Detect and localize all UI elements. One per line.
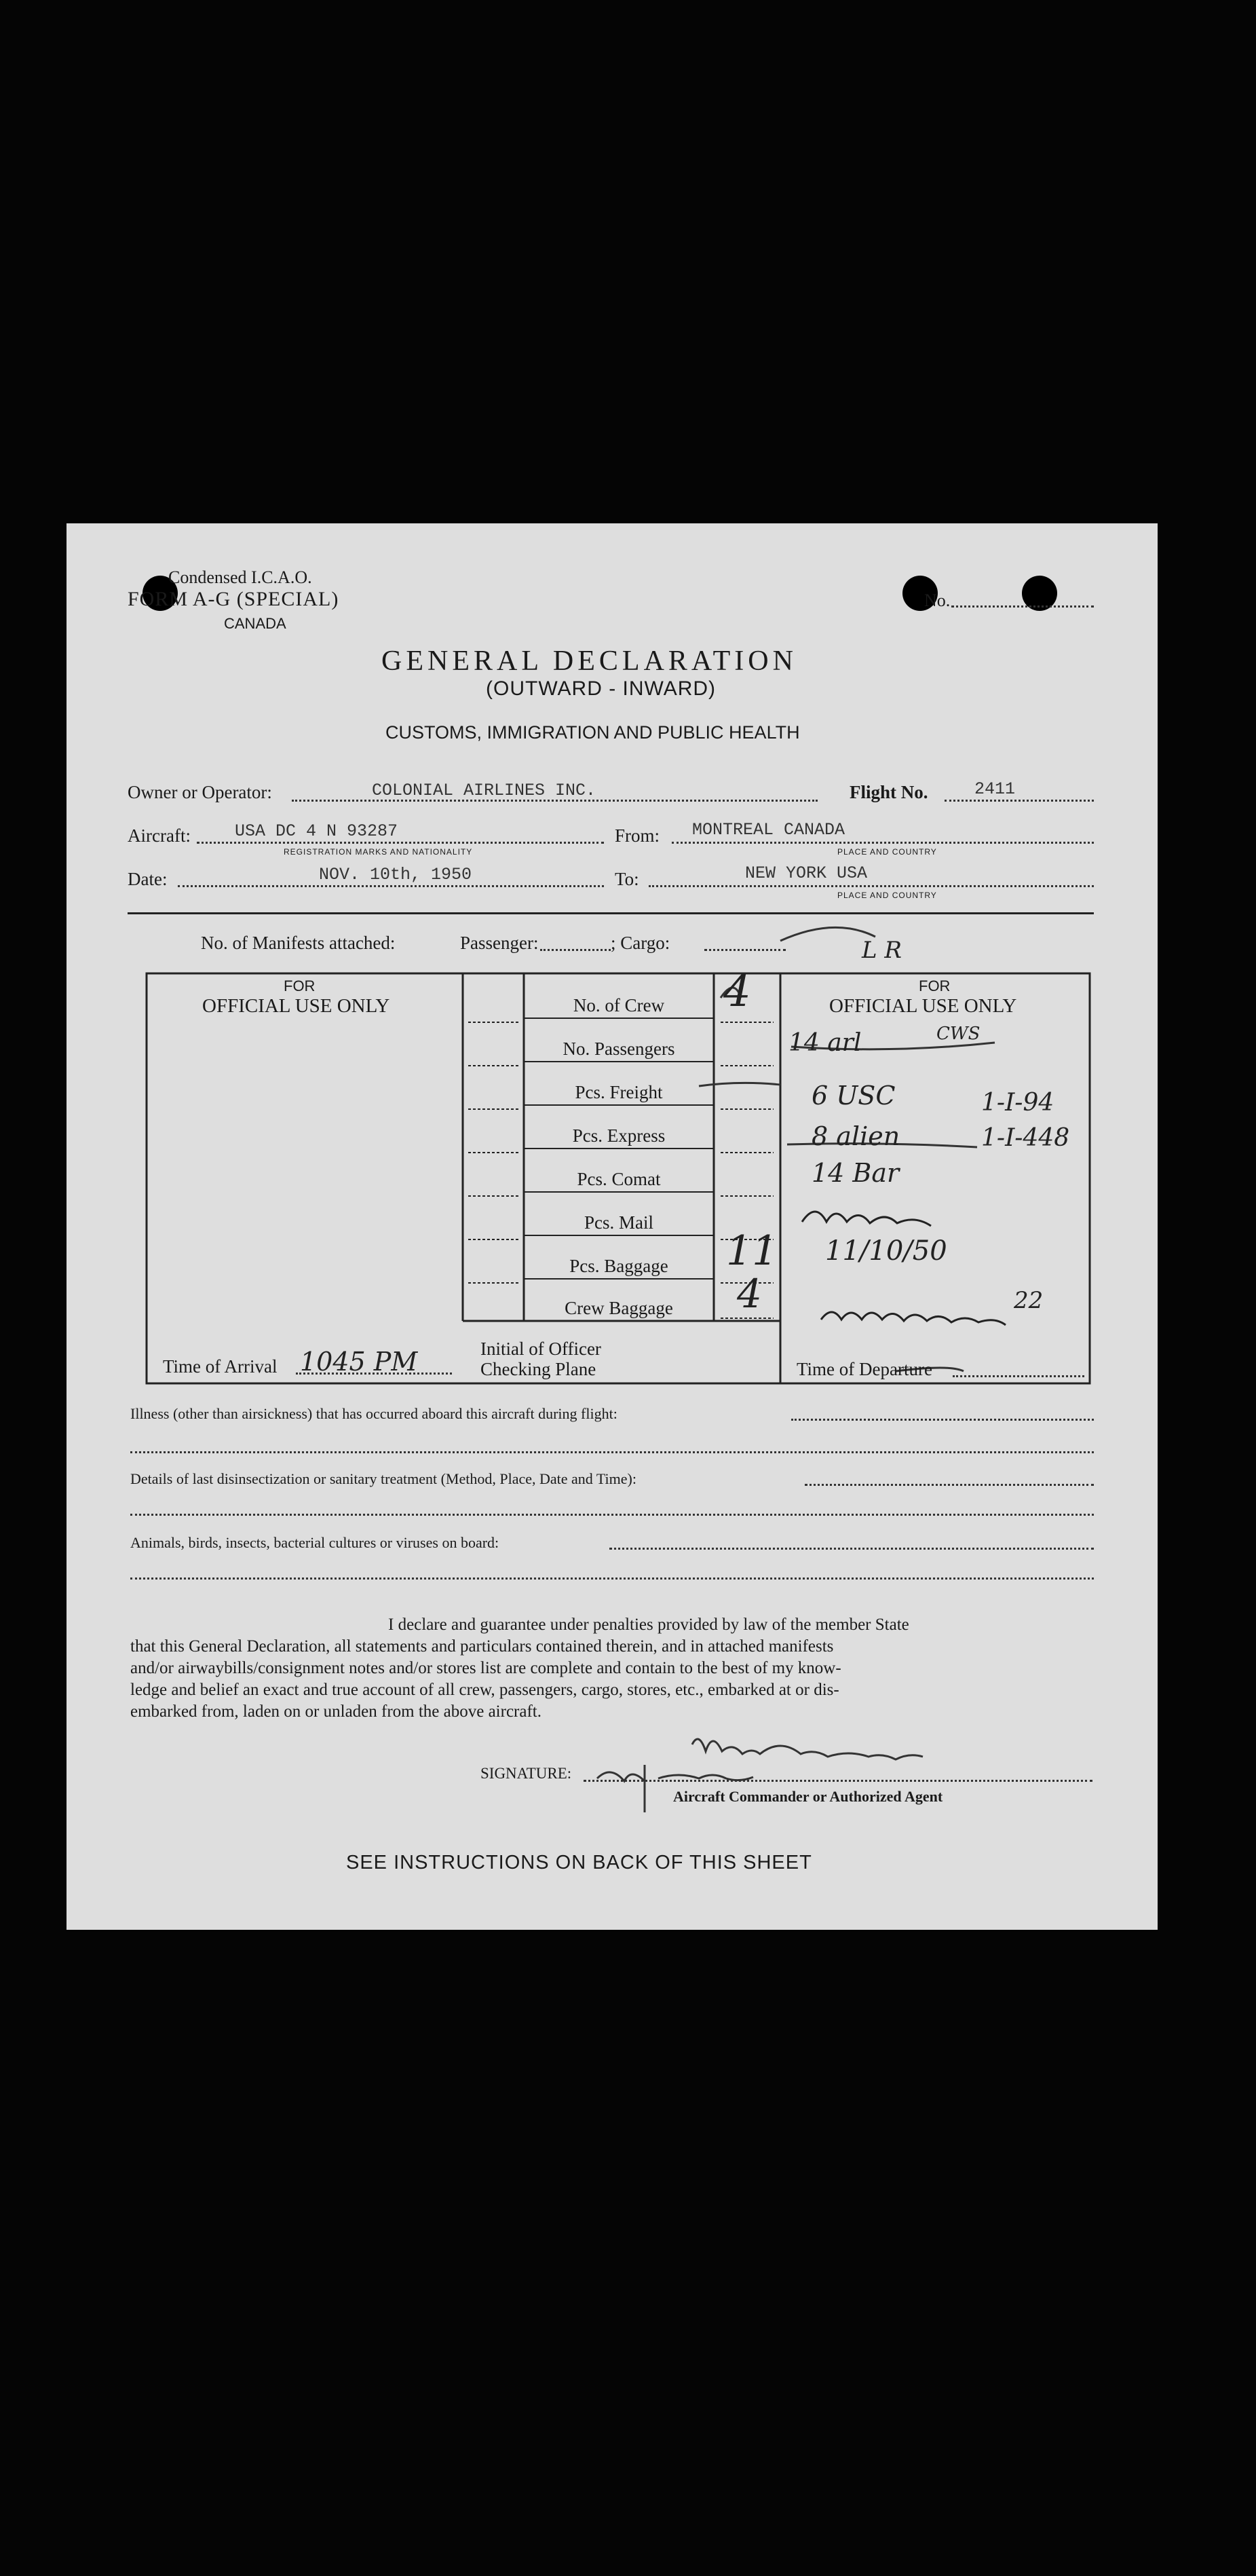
declaration-line-5: embarked from, laden on or unladen from the above aircraft. (130, 1702, 541, 1721)
row-comat-label: Pcs. Comat (577, 1169, 661, 1189)
illness-line-2 (130, 1451, 1094, 1453)
declaration-line-3: and/or airwaybills/consignment notes and/or stores list are complete and contain to the best of my know- (130, 1659, 841, 1677)
row-freight-label: Pcs. Freight (575, 1082, 663, 1102)
date-label: Date: (128, 869, 168, 889)
date-value: NOV. 10th, 1950 (319, 865, 472, 884)
country-label: CANADA (224, 615, 286, 632)
owner-label: Owner or Operator: (128, 782, 272, 802)
flight-label: Flight No. (850, 782, 928, 802)
left-header-for: FOR (284, 977, 316, 994)
footer-instructions: SEE INSTRUCTIONS ON BACK OF THIS SHEET (346, 1852, 812, 1873)
officer-initials-signature (799, 1201, 969, 1229)
time-of-arrival-label: Time of Arrival (163, 1356, 278, 1377)
handwritten-note: 6 USC (812, 1081, 896, 1110)
disinsectization-line-2 (130, 1514, 1094, 1516)
handwritten-note: 8 alien (812, 1121, 900, 1151)
condensed-label: Condensed I.C.A.O. (168, 567, 312, 587)
animals-question: Animals, birds, insects, bacterial cultures or viruses on board: (130, 1534, 499, 1551)
row-mail-label: Pcs. Mail (584, 1212, 653, 1233)
animals-line (609, 1548, 1094, 1550)
handwritten-note: 11/10/50 (825, 1235, 947, 1267)
from-caption: PLACE AND COUNTRY (837, 847, 937, 857)
illness-line (791, 1419, 1094, 1421)
cargo-manifest-label: ; Cargo: (611, 933, 670, 953)
number-label: No. (924, 591, 951, 610)
manifests-label: No. of Manifests attached: (201, 933, 396, 953)
disinsectization-line (805, 1484, 1094, 1486)
owner-value: COLONIAL AIRLINES INC. (372, 781, 596, 800)
from-value: MONTREAL CANADA (692, 820, 845, 840)
time-of-departure-line (953, 1375, 1084, 1377)
row-express-label: Pcs. Express (572, 1125, 666, 1146)
row-crew-value: 4 (723, 967, 751, 1017)
handwritten-note: CWS (936, 1024, 981, 1044)
handwritten-note: 22 (1014, 1287, 1044, 1314)
from-label: From: (615, 825, 660, 846)
handwritten-note: 1-I-448 (981, 1124, 1070, 1152)
signature-caption: Aircraft Commander or Authorized Agent (673, 1788, 943, 1805)
initial-officer-label: Initial of Officer (480, 1339, 601, 1359)
row-baggage-label: Pcs. Baggage (569, 1256, 668, 1276)
row-baggage-value: 11 (726, 1227, 778, 1275)
form-id: FORM A-G (SPECIAL) (128, 588, 339, 610)
row-crew-baggage-label: Crew Baggage (565, 1298, 673, 1318)
handwritten-departure-scribble (818, 1299, 1042, 1333)
illness-question: Illness (other than airsickness) that has occurred aboard this aircraft during flight: (130, 1405, 617, 1422)
right-header-official: OFFICIAL USE ONLY (829, 995, 1017, 1017)
row-crew-baggage-value: 4 (737, 1271, 762, 1317)
aircraft-value: USA DC 4 N 93287 (235, 821, 398, 841)
handwritten-scribble (780, 927, 875, 941)
time-of-departure-label: Time of Departure (797, 1359, 932, 1379)
handwritten-note: 14 arl (788, 1029, 862, 1057)
to-value: NEW YORK USA (745, 863, 868, 883)
flight-value: 2411 (974, 779, 1016, 799)
disinsectization-question: Details of last disinsectization or sanitary treatment (Method, Place, Date and Time): (130, 1470, 636, 1487)
declaration-line-1: I declare and guarantee under penalties provided by law of the member State (388, 1616, 909, 1634)
handwritten-note: 1-I-94 (981, 1089, 1054, 1117)
checking-plane-label: Checking Plane (480, 1359, 596, 1379)
to-caption: PLACE AND COUNTRY (837, 891, 937, 900)
animals-line-2 (130, 1578, 1094, 1580)
signature-label: SIGNATURE: (480, 1765, 572, 1782)
to-label: To: (615, 869, 639, 889)
aircraft-label: Aircraft: (128, 825, 191, 846)
time-of-arrival-value: 1045 PM (300, 1347, 418, 1377)
left-header-official: OFFICIAL USE ONLY (202, 995, 390, 1017)
page-subtitle: (OUTWARD - INWARD) (486, 677, 717, 700)
passenger-manifest-label: Passenger: (460, 933, 539, 953)
declaration-line-4: ledge and belief an exact and true account of all crew, passengers, cargo, stores, etc., embarked at or dis- (130, 1681, 839, 1699)
handwritten-note: L R (862, 937, 902, 964)
page-title: GENERAL DECLARATION (381, 646, 797, 677)
right-header-for: FOR (919, 977, 951, 994)
section-heading: CUSTOMS, IMMIGRATION AND PUBLIC HEALTH (385, 722, 800, 743)
row-passengers-label: No. Passengers (563, 1039, 675, 1059)
handwritten-note: 14 Bar (812, 1158, 900, 1188)
row-crew-label: No. of Crew (573, 995, 665, 1015)
aircraft-caption: REGISTRATION MARKS AND NATIONALITY (284, 847, 473, 857)
declaration-line-2: that this General Declaration, all statements and particulars contained therein, and in attached manifests (130, 1637, 834, 1656)
